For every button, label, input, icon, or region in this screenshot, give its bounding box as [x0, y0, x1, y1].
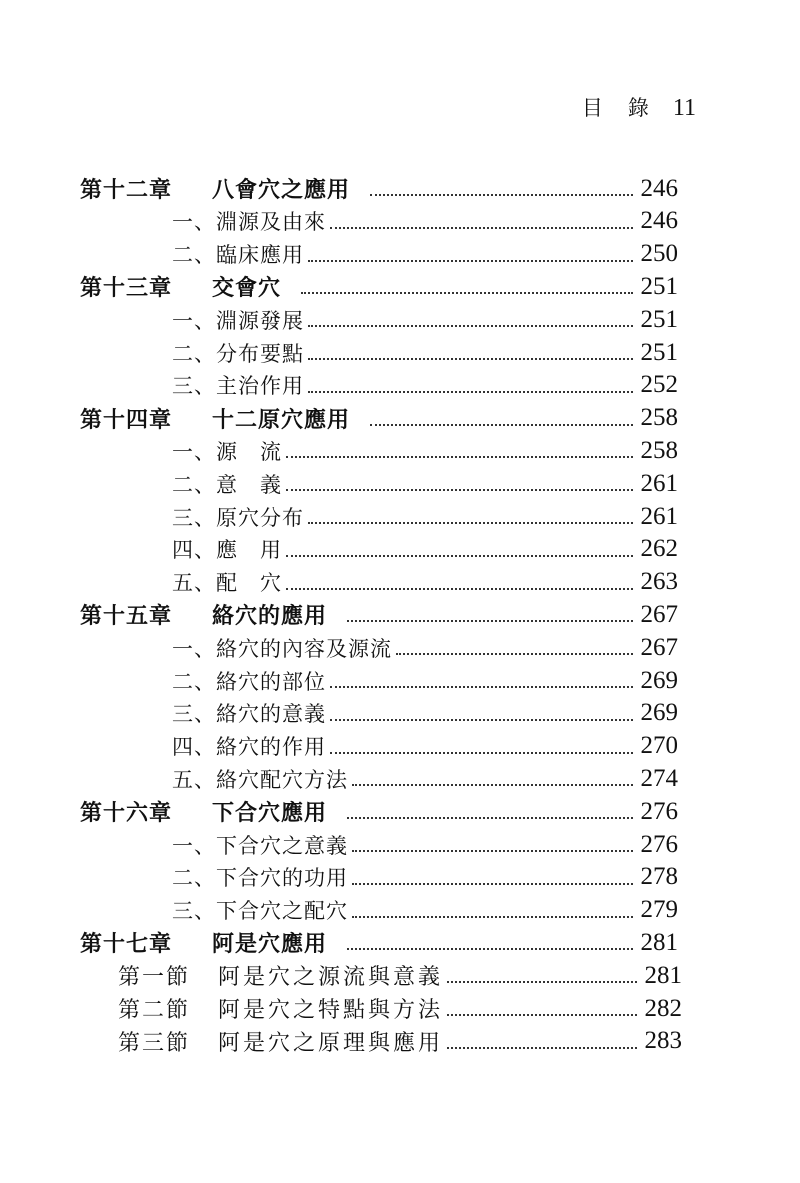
toc-section-row — [0, 664, 800, 697]
leader-dots — [330, 684, 633, 688]
header-label: 目 錄 — [581, 96, 651, 120]
leader-dots — [308, 520, 633, 524]
toc-section-row — [0, 631, 800, 664]
chapter-title: 阿是穴應用 — [212, 932, 328, 958]
running-header — [582, 92, 696, 122]
toc-chapter-row — [0, 598, 800, 631]
toc-section-row — [0, 500, 800, 533]
page-number: 276 — [640, 830, 678, 858]
leader-dots — [308, 389, 633, 393]
section-title: 二、分布要點 — [172, 341, 304, 366]
page-number: 250 — [640, 240, 678, 268]
toc-section-row — [0, 861, 800, 894]
chapter-label: 第十四章 — [80, 407, 173, 433]
leader-dots — [396, 651, 633, 655]
section-title: 四、絡穴的作用 — [172, 735, 326, 760]
toc-chapter-row — [0, 926, 800, 959]
page-number: 279 — [640, 896, 678, 924]
leader-dots — [286, 553, 633, 557]
section-title: 三、主治作用 — [172, 374, 304, 399]
leader-dots — [308, 356, 633, 360]
leader-dots — [301, 290, 633, 294]
leader-dots — [308, 323, 633, 327]
section-title: 五、配 穴 — [172, 571, 282, 596]
page-number: 267 — [640, 633, 678, 661]
page-number: 281 — [640, 928, 678, 956]
toc-node-row — [0, 959, 800, 992]
toc-section-row — [0, 238, 800, 271]
page-number: 252 — [640, 371, 678, 399]
section-title: 一、源 流 — [172, 439, 282, 464]
leader-dots — [286, 586, 633, 590]
toc-section-row — [0, 533, 800, 566]
section-title: 一、絡穴的內容及源流 — [172, 636, 392, 661]
chapter-label: 第十二章 — [80, 178, 173, 203]
leader-dots — [352, 881, 633, 885]
toc-section-row — [0, 762, 800, 795]
page-number: 267 — [640, 600, 678, 628]
toc-section-row — [0, 434, 800, 467]
page-number: 281 — [644, 961, 682, 989]
chapter-label: 第十三章 — [80, 276, 173, 302]
toc-chapter-row — [0, 402, 800, 435]
page-number: 258 — [640, 404, 678, 432]
leader-dots — [286, 487, 633, 491]
page-number: 261 — [640, 469, 678, 497]
toc-section-row — [0, 303, 800, 336]
section-title: 一、淵源發展 — [172, 308, 304, 333]
leader-dots — [352, 914, 633, 918]
page-number: 274 — [640, 764, 678, 792]
section-title: 二、意 義 — [172, 472, 282, 497]
page-number: 269 — [640, 666, 678, 694]
page-number: 246 — [640, 207, 678, 235]
leader-dots — [347, 618, 633, 622]
node-title: 阿是穴之特點與方法 — [218, 998, 444, 1023]
leader-dots — [308, 258, 633, 262]
page-number: 246 — [640, 174, 678, 202]
page-number: 251 — [640, 305, 678, 333]
chapter-title: 交會穴 — [212, 276, 282, 302]
chapter-title: 絡穴的應用 — [212, 604, 328, 630]
header-page-number: 11 — [672, 95, 696, 121]
toc-chapter-row — [0, 795, 800, 828]
chapter-label: 第十五章 — [80, 604, 173, 630]
page-number: 283 — [644, 1027, 682, 1055]
leader-dots — [370, 422, 633, 426]
page-number: 278 — [640, 863, 678, 891]
section-title: 三、原穴分布 — [172, 505, 304, 530]
page-number: 270 — [640, 732, 678, 760]
page-number: 282 — [644, 994, 682, 1022]
toc-section-row — [0, 730, 800, 763]
page-number: 258 — [640, 436, 678, 464]
section-title: 一、淵源及由來 — [172, 210, 326, 235]
node-label: 第三節 — [118, 1030, 191, 1056]
toc-section-row — [0, 697, 800, 730]
chapter-label: 第十七章 — [80, 932, 173, 958]
chapter-title: 下合穴應用 — [212, 801, 328, 827]
section-title: 四、應 用 — [172, 538, 282, 563]
section-title: 一、下合穴之意義 — [172, 833, 348, 858]
leader-dots — [330, 750, 633, 754]
node-label: 第二節 — [118, 998, 191, 1023]
page-number: 251 — [640, 272, 678, 300]
leader-dots — [347, 946, 633, 950]
leader-dots — [347, 815, 633, 819]
leader-dots — [330, 717, 633, 721]
page-number: 276 — [640, 797, 678, 825]
toc-section-row — [0, 566, 800, 599]
toc-chapter-row — [0, 270, 800, 303]
leader-dots — [352, 782, 633, 786]
section-title: 三、絡穴的意義 — [172, 702, 326, 727]
chapter-title: 十二原穴應用 — [212, 407, 351, 433]
toc-node-row — [0, 1025, 800, 1058]
node-title: 阿是穴之源流與意義 — [218, 965, 444, 991]
node-label: 第一節 — [118, 965, 191, 991]
toc-section-row — [0, 467, 800, 500]
toc-node-row — [0, 992, 800, 1025]
toc-section-row — [0, 205, 800, 238]
leader-dots — [286, 454, 633, 458]
section-title: 二、絡穴的部位 — [172, 669, 326, 694]
section-title: 二、臨床應用 — [172, 243, 304, 268]
node-title: 阿是穴之原理與應用 — [218, 1030, 444, 1056]
leader-dots — [370, 192, 633, 196]
page-number: 251 — [640, 338, 678, 366]
section-title: 二、下合穴的功用 — [172, 866, 348, 891]
page-number: 269 — [640, 699, 678, 727]
section-title: 三、下合穴之配穴 — [172, 899, 348, 924]
toc-section-row — [0, 828, 800, 861]
leader-dots — [330, 225, 633, 229]
page-number: 262 — [640, 535, 678, 563]
toc-section-row — [0, 894, 800, 927]
chapter-label: 第十六章 — [80, 801, 173, 827]
chapter-title: 八會穴之應用 — [212, 178, 351, 203]
toc-section-row — [0, 369, 800, 402]
toc-chapter-row — [0, 172, 800, 205]
leader-dots — [352, 848, 633, 852]
page-number: 261 — [640, 502, 678, 530]
page-number: 263 — [640, 568, 678, 596]
toc-section-row — [0, 336, 800, 369]
section-title: 五、絡穴配穴方法 — [172, 767, 348, 792]
